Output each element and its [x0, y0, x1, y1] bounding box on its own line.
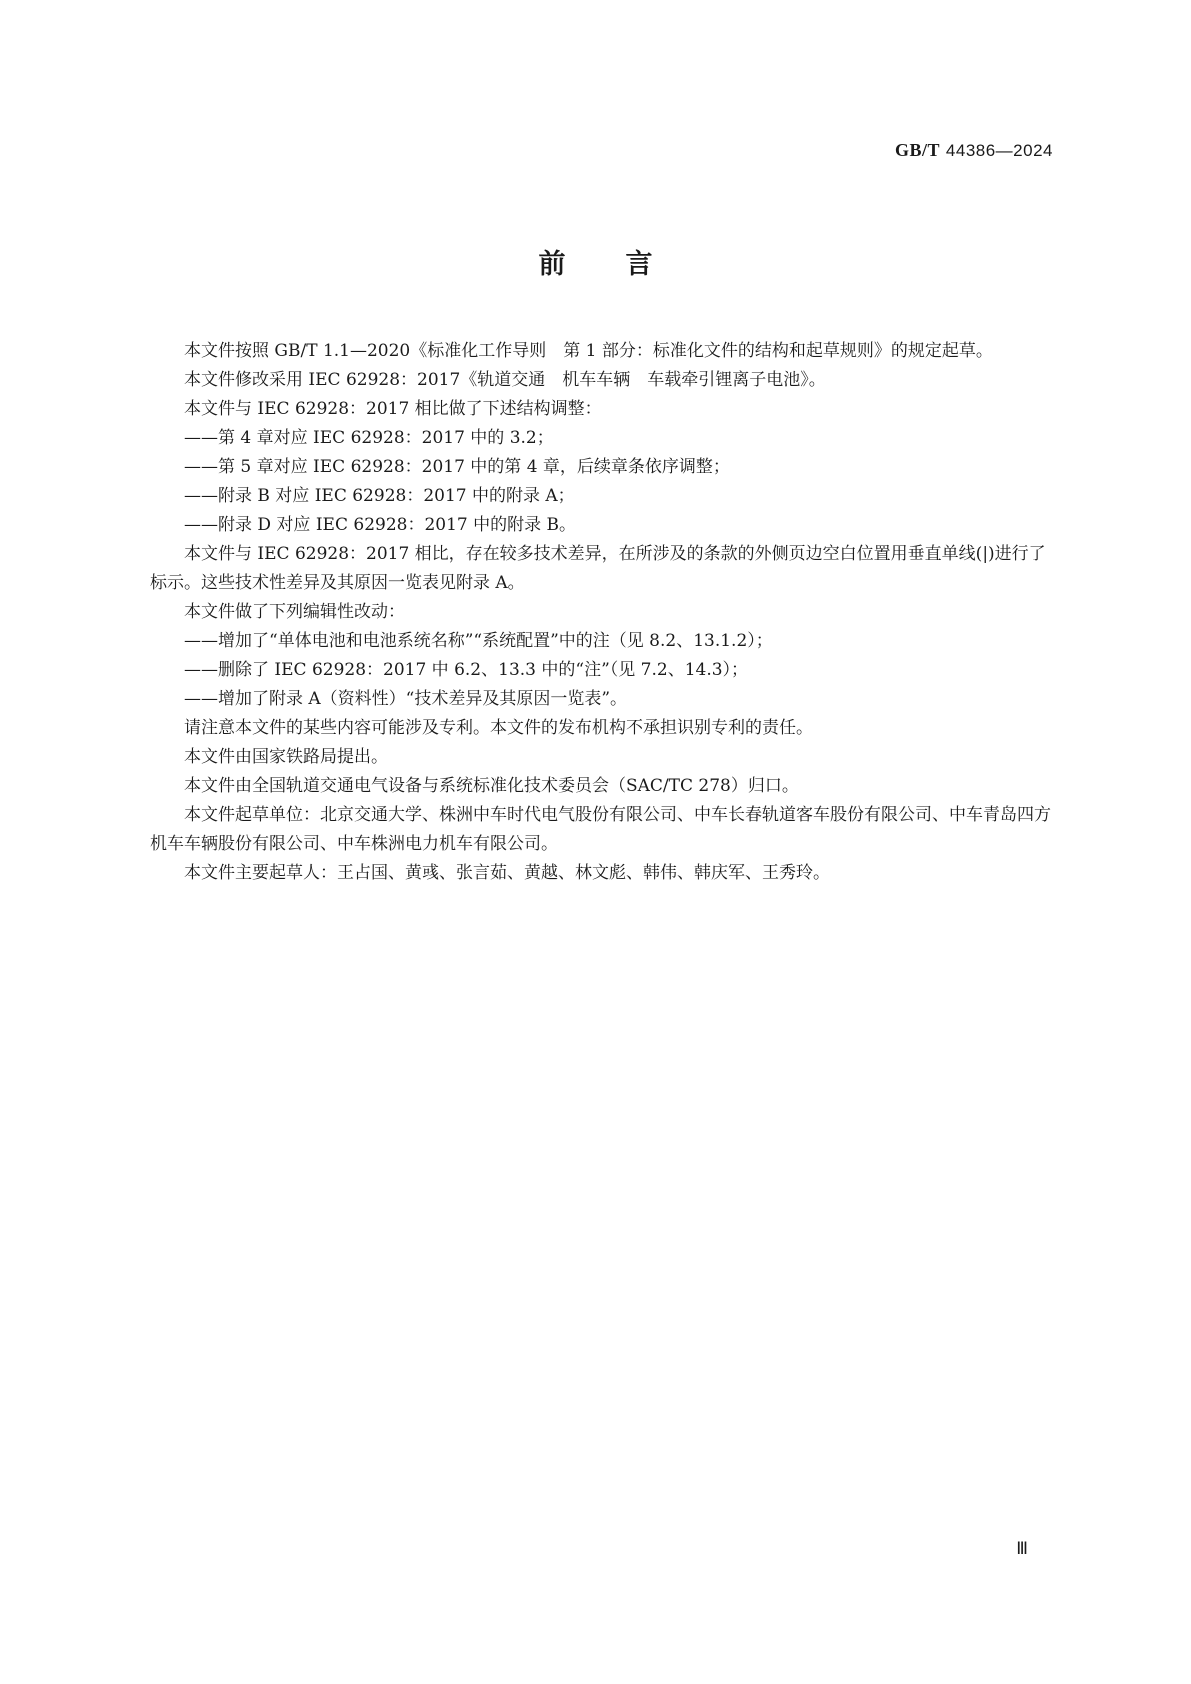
paragraph: 本文件做了下列编辑性改动：	[184, 602, 405, 622]
list-item: ——第 4 章对应 IEC 62928：2017 中的 3.2；	[184, 428, 554, 448]
paragraph: 本文件按照 GB/T 1.1—2020《标准化工作导则 第 1 部分：标准化文件的结构和起草规则》的规定起草。	[184, 341, 993, 361]
paragraph: 本文件与 IEC 62928：2017 相比做了下述结构调整：	[184, 399, 602, 419]
paragraph: 本文件起草单位：北京交通大学、株洲中车时代电气股份有限公司、中车长春轨道客车股份有限公司、中车青岛四方机车车辆股份有限公司、中车株洲电力机车有限公司。	[150, 805, 1051, 854]
paragraph: 请注意本文件的某些内容可能涉及专利。本文件的发布机构不承担识别专利的责任。	[184, 718, 813, 738]
paragraph: 本文件修改采用 IEC 62928：2017《轨道交通 机车车辆 车载牵引锂离子电池》。	[184, 370, 826, 390]
list-item: ——附录 D 对应 IEC 62928：2017 中的附录 B。	[184, 515, 577, 535]
foreword-body	[150, 337, 1060, 888]
list-item: ——第 5 章对应 IEC 62928：2017 中的第 4 章，后续章条依序调整；	[184, 457, 730, 477]
list-item: ——删除了 IEC 62928：2017 中 6.2、13.3 中的“注”（见 7.2、14.3）；	[184, 660, 749, 680]
page-title: 前言	[538, 249, 713, 280]
paragraph: 本文件由国家铁路局提出。	[184, 747, 388, 767]
standard-code-number: 44386—2024	[945, 141, 1053, 160]
list-item: ——附录 B 对应 IEC 62928：2017 中的附录 A；	[184, 486, 575, 506]
standard-code	[895, 140, 1053, 161]
standard-code-prefix: GB/T	[894, 140, 940, 160]
list-item: ——增加了附录 A（资料性）“技术差异及其原因一览表”。	[184, 689, 628, 709]
paragraph: 本文件主要起草人：王占国、黄彧、张言茹、黄越、林文彪、韩伟、韩庆军、王秀玲。	[184, 863, 830, 883]
page-number: Ⅲ	[1016, 1539, 1028, 1558]
paragraph: 本文件由全国轨道交通电气设备与系统标准化技术委员会（SAC/TC 278）归口。	[184, 776, 799, 796]
paragraph: 本文件与 IEC 62928：2017 相比，存在较多技术差异，在所涉及的条款的外侧页边空白位置用垂直单线(|)进行了标示。这些技术性差异及其原因一览表见附录 A。	[150, 544, 1046, 593]
list-item: ——增加了“单体电池和电池系统名称”“系统配置”中的注（见 8.2、13.1.2）；	[184, 631, 773, 651]
